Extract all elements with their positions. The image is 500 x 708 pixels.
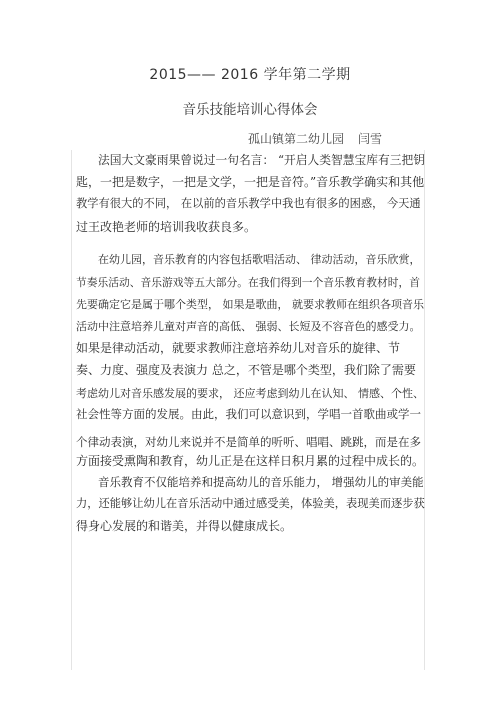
document-title: 音乐技能培训心得体会 [182, 102, 318, 118]
paragraph-2-line-6: 奏、力度、强度及表演力 总之，不管是哪个类型，我们除了需要 [76, 363, 416, 377]
right-margin-rule [424, 150, 425, 670]
paragraph-3-line-3: 得身心发展的和谐美，并得以健康成长。 [76, 519, 293, 533]
paragraph-1-line-2: 匙，一把是数字，一把是文学，一把是音符。”音乐教学确实和其他 [76, 175, 425, 189]
paragraph-3-line-1: 音乐教育不仅能培养和提高幼儿的音乐能力， 增强幼儿的审美能 [98, 475, 424, 489]
paragraph-3-line-2: 力，还能够让幼儿在音乐活动中通过感受美，体验美，表现美而逐步获 [76, 497, 425, 510]
paragraph-1-line-4: 过王改艳老师的培训我收获良多。 [76, 220, 257, 234]
paragraph-1-line-3: 教学有很大的不同， 在以前的音乐教学中我也有很多的困惑， 今天通 [76, 197, 421, 210]
paragraph-2-line-5: 如果是律动活动，就要求教师注意培养幼儿对音乐的旋律、节 [76, 341, 401, 355]
school-name: 孤山镇第二幼儿园 [248, 132, 345, 146]
paragraph-2-line-4: 活动中注意培养儿童对声音的高低、 强弱、长短及不容音色的感受力。 [76, 320, 421, 333]
paragraph-2-line-3: 先要确定它是属于哪个类型， 如果是歌曲， 就要求教师在组织各项音乐 [76, 298, 424, 311]
paragraph-2-line-7: 考虑幼儿对音乐感发展的要求， 还应考虑到幼儿在认知、 情感、个性、 [76, 387, 424, 400]
paragraph-2-line-8: 社会性等方面的发展。由此，我们可以意识到，学唱一首歌曲或学一 [76, 407, 421, 421]
paragraph-1-line-1: 法国大文豪雨果曾说过一句名言： “开启人类智慧宝库有三把钥 [98, 153, 425, 167]
paragraph-2-line-9: 个律动表演，对幼儿来说并不是简单的听听、唱唱、跳跳，而是在多 [76, 435, 421, 449]
left-margin-rule [71, 150, 72, 670]
semester-title: 2015—— 2016 学年第二学期 [149, 67, 351, 83]
paragraph-2-line-10: 方面接受熏陶和教育，幼儿正是在这样日积月累的过程中成长的。 [76, 454, 425, 468]
paragraph-2-line-1: 在幼儿园，音乐教育的内容包括歌唱活动、 律动活动，音乐欣赏， [98, 253, 421, 266]
author-name: 闫雪 [358, 132, 383, 146]
paragraph-2-line-2: 节奏乐活动、音乐游戏等五大部分。在我们得到一个音乐教育教材时，首 [76, 276, 421, 289]
byline [248, 130, 382, 147]
